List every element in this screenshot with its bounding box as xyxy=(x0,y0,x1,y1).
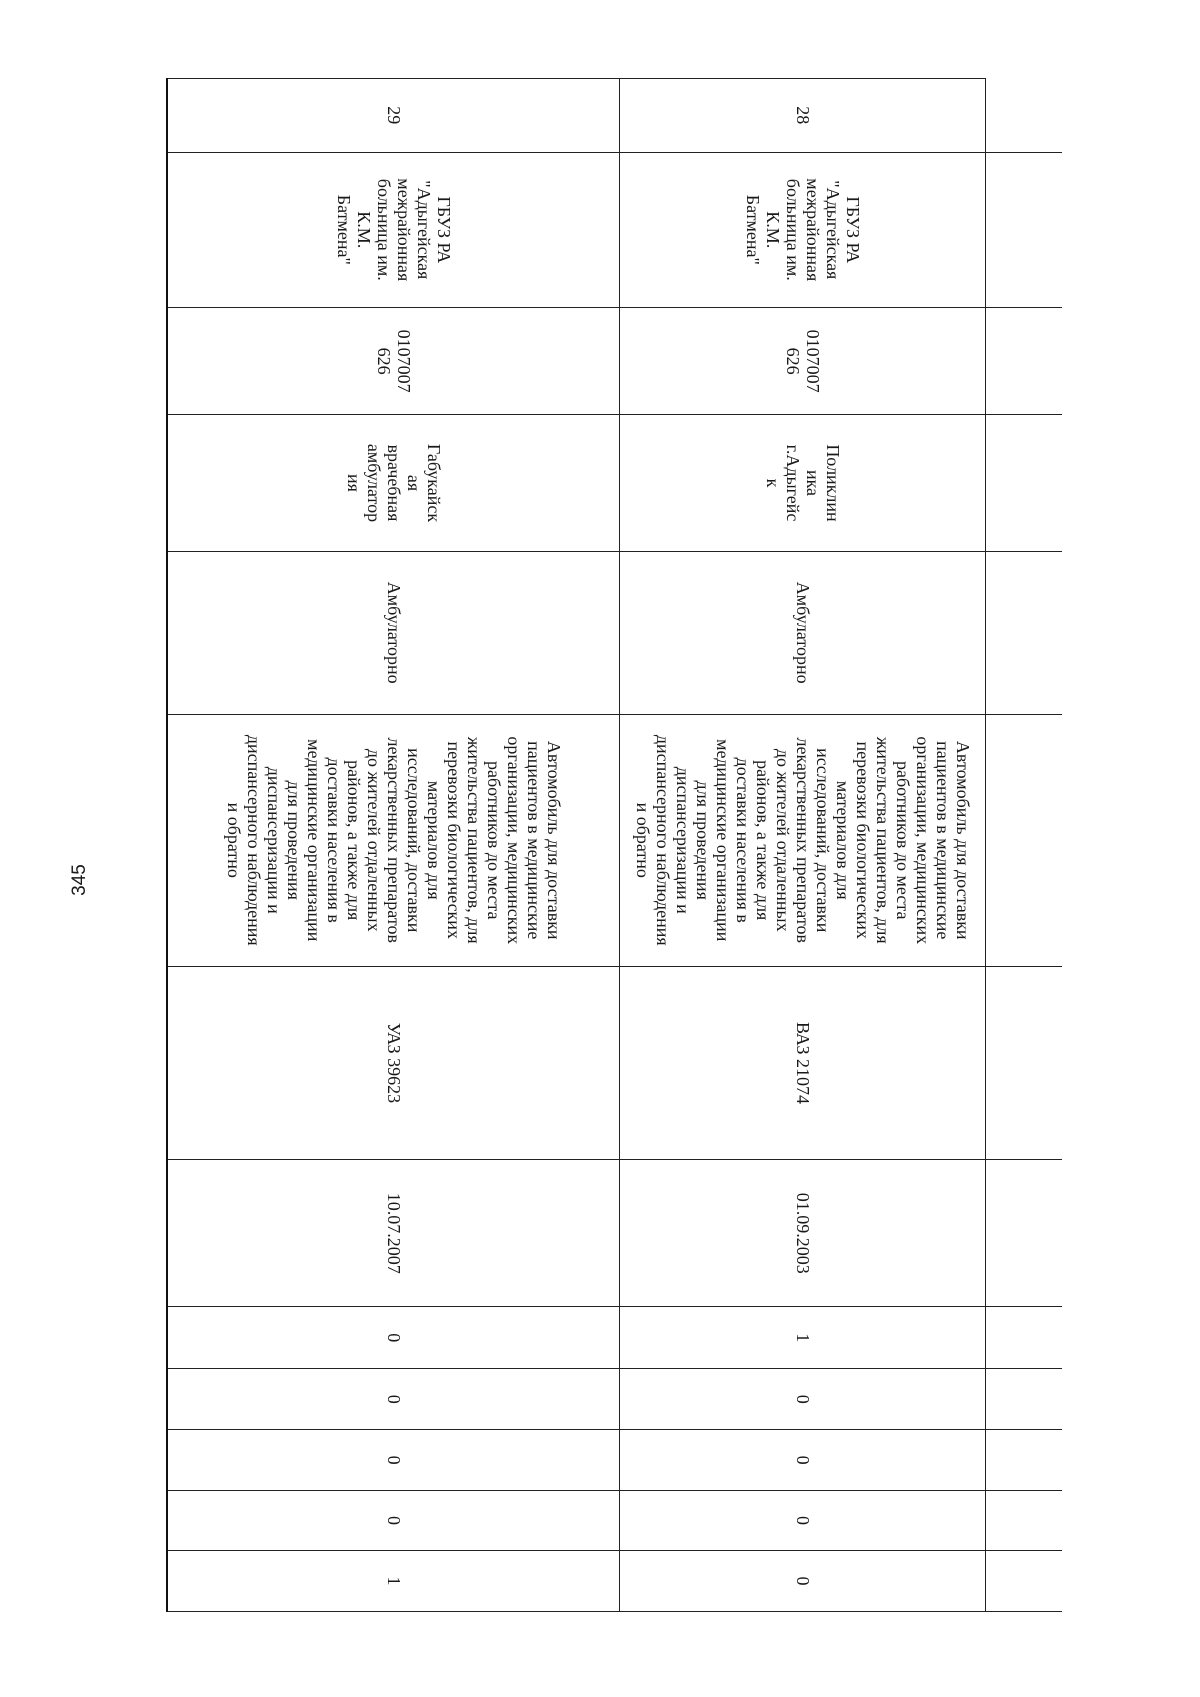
date-cell: 10.07.2007 xyxy=(167,1160,620,1307)
purpose-cell: Автомобиль для доставки пациентов в медицинские организации, медицинских работников до места жительства пациентов, для перевозки биологических материалов для исследований, доставки лекарственных препаратов до жителей отдаленных районов, а также для доставки населения в медицинские организации для проведения диспансеризации и диспансерного наблюдения и обратно xyxy=(620,714,986,966)
value-cell: 0 xyxy=(167,1369,620,1430)
table-row xyxy=(620,79,986,1612)
code-cell: 0107007 626 xyxy=(620,308,986,415)
organization-cell: ГБУЗ РА "Адыгейская межрайонная больница им. К.М. Батмена" xyxy=(620,152,986,308)
row-number: 29 xyxy=(167,79,620,153)
code-cell: 0107007 626 xyxy=(167,308,620,415)
value-cell: 0 xyxy=(620,1369,986,1430)
rotated-table-container xyxy=(167,78,1062,1612)
care-type-cell: Амбулаторно xyxy=(167,551,620,714)
vehicle-table xyxy=(166,78,1062,1612)
value-cell: 0 xyxy=(167,1491,620,1551)
vehicle-model-cell: ВАЗ 21074 xyxy=(620,966,986,1159)
care-type-cell: Амбулаторно xyxy=(620,551,986,714)
subdivision-cell: Поликлин ика г.Адыгейс к xyxy=(620,415,986,552)
table-header-spacer xyxy=(986,79,1062,1612)
table-row xyxy=(167,79,620,1612)
row-number: 28 xyxy=(620,79,986,153)
value-cell: 0 xyxy=(167,1307,620,1369)
subdivision-cell: Габукайск ая врачебная амбулатор ия xyxy=(167,415,620,552)
page-number: 345 xyxy=(69,864,90,896)
organization-cell: ГБУЗ РА "Адыгейская межрайонная больница им. К.М. Батмена" xyxy=(167,152,620,308)
value-cell: 1 xyxy=(167,1551,620,1612)
value-cell: 0 xyxy=(620,1491,986,1551)
vehicle-model-cell: УАЗ 39623 xyxy=(167,966,620,1159)
value-cell: 0 xyxy=(620,1430,986,1491)
value-cell: 1 xyxy=(620,1307,986,1369)
purpose-cell: Автомобиль для доставки пациентов в медицинские организации, медицинских работников до места жительства пациентов, для перевозки биологических материалов для исследований, доставки лекарственных препаратов до жителей отдаленных районов, а также для доставки населения в медицинские организации для проведения диспансеризации и диспансерного наблюдения и обратно xyxy=(167,714,620,966)
value-cell: 0 xyxy=(167,1430,620,1491)
value-cell: 0 xyxy=(620,1551,986,1612)
date-cell: 01.09.2003 xyxy=(620,1160,986,1307)
